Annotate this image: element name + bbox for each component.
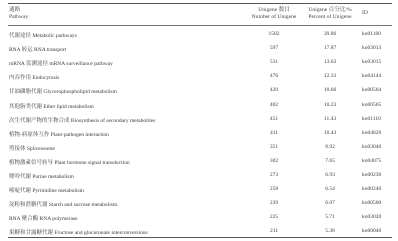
row-pathway: RNA 转运 RNA transport [9, 47, 67, 54]
row-id: ko00040 [362, 228, 382, 235]
table-row [8, 210, 392, 225]
row-id: ko03020 [362, 214, 382, 221]
row-pathway: 植物激素信号转导 Plant hormone signal transduction [9, 159, 130, 166]
row-percent: 6.93 [325, 172, 335, 178]
row-number: 273 [269, 172, 279, 178]
row-number: 258 [269, 186, 279, 193]
row-percent: 6.54 [325, 186, 335, 193]
header-percent-cn: Unigene 百分比/% [308, 7, 352, 13]
row-pathway: 内吞作用 Endocytosis [9, 75, 60, 82]
row-number: 351 [269, 143, 279, 150]
row-pathway: 嘧啶代谢 Pyrimidine metabolism [9, 188, 84, 195]
table-row [8, 168, 392, 183]
table-row [8, 55, 392, 70]
table-row [8, 182, 392, 197]
table-row [8, 154, 392, 169]
row-number: 531 [269, 59, 279, 66]
row-id: ko03040 [362, 143, 382, 150]
row-id: ko04626 [362, 129, 382, 136]
row-pathway: 嘌呤代谢 Purine metabolism [9, 174, 74, 180]
table-row [8, 98, 392, 113]
row-pathway: 淀粉和蔗糖代谢 Starch and sucrose metabolism [9, 202, 118, 209]
row-number: 1582 [268, 31, 280, 37]
row-percent: 10.43 [323, 129, 337, 136]
table-row [8, 41, 392, 56]
header-pathway-cn: 通路 [9, 7, 21, 13]
row-id: ko00565 [362, 101, 382, 108]
row-pathway: 植物-病原体互作 Plant-pathogen interaction [9, 131, 109, 138]
table-row [8, 112, 392, 127]
table-header-rule [8, 25, 392, 26]
row-percent: 6.07 [325, 200, 335, 207]
header-number-cn: Unigene 数目 [258, 7, 290, 13]
row-id: ko00240 [362, 186, 382, 193]
row-percent: 10.66 [323, 87, 337, 94]
header-id: ID [362, 10, 368, 16]
row-percent: 11.43 [323, 115, 337, 122]
row-id: ko01100 [362, 31, 382, 37]
row-percent: 8.92 [325, 143, 335, 150]
row-id: ko00564 [362, 87, 382, 94]
table-row [8, 69, 392, 84]
row-pathway: mRNA 监测途径 mRNA surveillance pathway [9, 61, 113, 68]
table-row [8, 126, 392, 141]
header-pathway-en: Pathway [9, 14, 29, 20]
row-number: 211 [269, 228, 279, 235]
row-pathway: 其他脂类代谢 Ether lipid metabolism [9, 103, 94, 110]
row-number: 402 [269, 101, 279, 108]
row-pathway: 次生代谢产物的生物合成 Biosynthesis of secondary metabolites [9, 117, 156, 124]
row-percent: 5.38 [325, 228, 335, 235]
table-row [8, 196, 392, 211]
row-pathway: 代谢途径 Metabolic pathways [9, 33, 77, 39]
row-number: 420 [269, 87, 279, 94]
row-pathway: RNA 聚合酶 RNA polymerase [9, 216, 78, 223]
table-row [8, 83, 392, 98]
row-percent: 7.65 [325, 157, 335, 164]
header-percent-en: Percent of Unigene [308, 14, 352, 20]
row-id: ko00230 [362, 172, 382, 178]
row-id: ko03013 [362, 45, 382, 52]
table-header [8, 4, 392, 25]
row-id: ko04144 [362, 73, 382, 80]
row-number: 476 [269, 73, 279, 80]
header-number-en: Number of Unigene [251, 14, 297, 20]
row-number: 451 [269, 115, 279, 122]
row-percent: 5.71 [325, 214, 335, 221]
row-id: ko03015 [362, 59, 382, 66]
row-percent: 39.86 [323, 31, 337, 37]
row-id: ko04075 [362, 157, 382, 164]
row-number: 302 [269, 157, 279, 164]
table-row [8, 140, 392, 155]
row-percent: 13.63 [323, 59, 337, 66]
row-number: 225 [269, 214, 279, 221]
row-pathway: 果糖和甘露糖代谢 Fructose and glucuronate interconversions [9, 230, 148, 237]
row-percent: 10.23 [323, 101, 337, 108]
row-id: ko01110 [362, 115, 381, 122]
row-number: 411 [269, 129, 279, 136]
row-percent: 17.87 [323, 45, 337, 52]
row-pathway: 甘油磷脂代谢 Glycerophospholipid metabolism [9, 89, 117, 96]
table-row [8, 27, 392, 42]
table-bottom-rule [8, 237, 392, 238]
row-id: ko00500 [362, 200, 382, 207]
row-pathway: 剪接体 Spliceosome [9, 145, 55, 152]
row-number: 597 [269, 45, 279, 52]
row-number: 239 [269, 200, 279, 207]
row-percent: 12.33 [323, 73, 337, 80]
